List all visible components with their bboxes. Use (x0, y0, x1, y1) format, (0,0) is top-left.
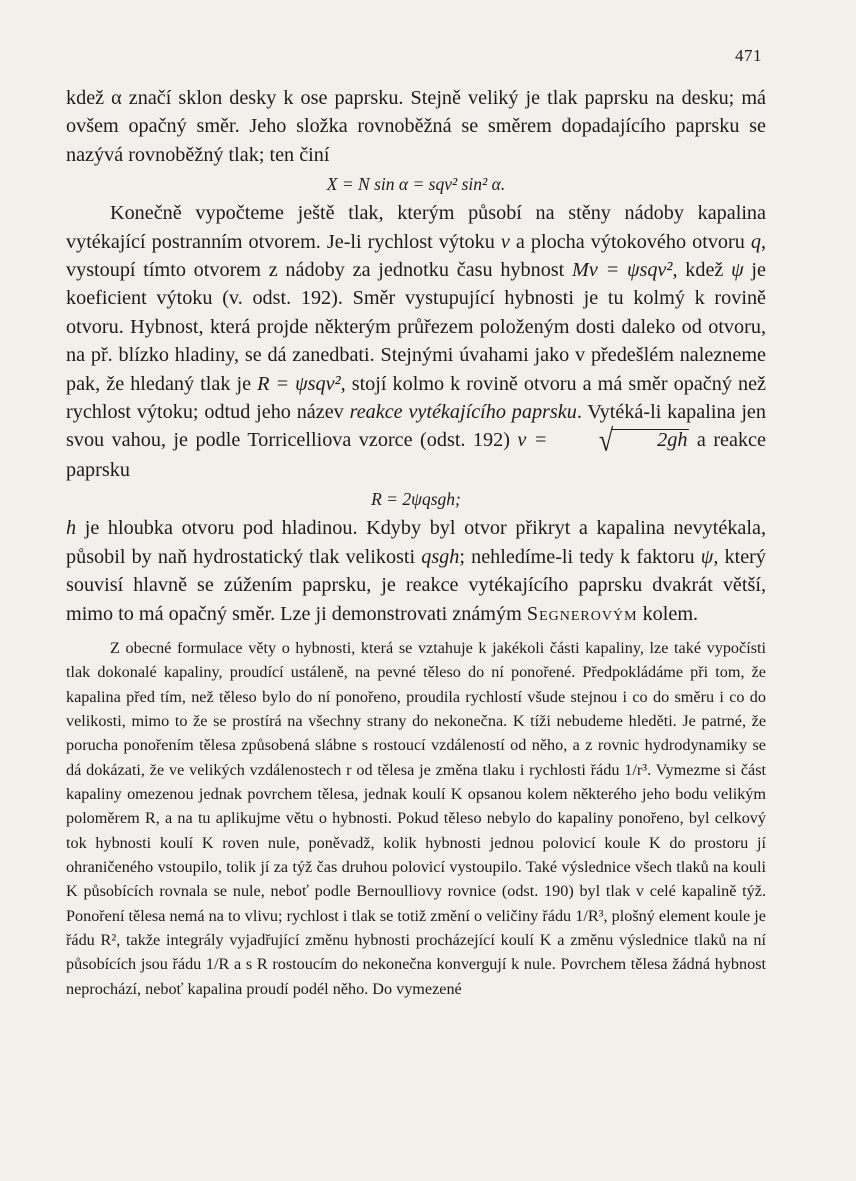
name-segner: Segnerovým (526, 602, 638, 625)
equation-parallel-pressure: X = N sin α = sqv² sin² α. (326, 174, 506, 195)
paragraph-small-print: Z obecné formulace věty o hybnosti, která se vztahuje k jakékoli části kapaliny, lze také vypočísti tlak dokonalé kapaliny, proudící ustáleně, na pevné těleso do ní ponořené. Předpokládáme při tom, že kapalina před tím, než těleso bylo do ní ponořeno, proudila rychlostí všude stejnou i co do směru i co do velikosti, mimo to že se prostírá na všechny strany do nekonečna. K tíži nebudeme hleděti. Je patrné, že porucha ponořením tělesa způsobená slábne s rostoucí vzdáleností od něho, a z rovnic hydrodynamiky se dá dokázati, že ve velikých vzdálenostech r od tělesa je změna tlaku i rychlosti řádu 1/r³. Vymezme si část kapaliny omezenou jednak povrchem tělesa, jednak koulí K opsanou kolem některého jeho bodu velikým poloměrem R, a na tu aplikujme větu o hybnosti. Pokud těleso nebylo do kapaliny ponořeno, byl celkový tok hybnosti koulí K roven nule, poněvadž, kolik hybnosti jednou polovicí koule K do prostoru jí ohraničeného vstoupilo, tolik jí za týž čas druhou polovicí vystoupilo. Také výslednice všech tlaků na kouli K působících rovnala se nule, neboť podle Bernoulliovy rovnice (odst. 190) byl tlak v celé kapalině týž. Ponoření tělesa nemá na to vlivu; rychlost i tlak se totiž změní o veličiny řádu 1/R³, plošný element koule je řádu R², takže integrály vyjadřující změnu hybnosti procházející koulí K a změnu výslednice tlaků na ní působících jsou řádu 1/R a s R rostoucím do nekonečna konvergují k nule. Povrchem tělesa žádná hybnost neprochází, neboť kapalina proudí podél něho. Do vymezené (66, 638, 766, 998)
math-v: v (500, 230, 510, 253)
math-v-eq: v = (517, 429, 555, 452)
paragraph-jet-reaction (66, 199, 766, 484)
term-jet-reaction: reakce vytékajícího paprsku (349, 401, 577, 424)
text-column (66, 84, 766, 1001)
text-span: , který souvisí hlavně se zúžením paprsku, je reakce vytékajícího paprsku dvakrát větší, mimo to má opačný směr. Lze ji demonstrovati známým (66, 545, 766, 625)
text-span: je koeficient výtoku (v. odst. 192). Směr vystupující hybnosti je tu kolmý k rovině otvoru. Hybnost, která projde některým průřezem položeným dosti daleko od otvoru, na př. blízko hladiny, se dá zanedbati. Stejnými úvahami jako v předešlém nalezneme pak, že hledaný tlak je (66, 259, 766, 395)
text-span: je hloubka otvoru pod hladinou. Kdyby byl otvor přikryt a kapalina nevytékala, působil by naň hydrostatický tlak velikosti (66, 517, 766, 568)
math-sqrt-2gh: 2gh (611, 429, 689, 450)
text-span: . Vytéká-li kapalina jen svou vahou, je podle Torricelliova vzorce (odst. 192) (66, 401, 766, 452)
equation-reaction: R = 2ψqsgh; (371, 489, 461, 510)
math-qsgh: qsgh (421, 545, 460, 568)
text-span: ; nehledíme-li tedy k faktoru (459, 545, 701, 568)
text-span: , kdež (672, 259, 732, 282)
text-span: Konečně vypočteme ještě tlak, kterým působí na stěny nádoby kapalina vytékající postranním otvorem. Je-li rychlost výtoku (66, 202, 766, 253)
text-span: a reakce paprsku (66, 429, 766, 481)
math-psi: ψ (731, 259, 744, 282)
math-reaction: R = ψsqv² (257, 372, 341, 395)
text-span: , vystoupí tímto otvorem z nádoby za jednotku času hybnost (66, 230, 767, 282)
text-span: a plocha výtokového otvoru (509, 230, 751, 253)
paragraph-segner (66, 514, 766, 628)
page-number: 471 (735, 46, 762, 65)
text-span: kolem. (637, 602, 699, 625)
math-psi: ψ (700, 545, 714, 568)
sqrt-icon: √ (598, 423, 614, 459)
math-h: h (66, 517, 77, 540)
paragraph-intro: kdež α značí sklon desky k ose paprsku. Stejně veliký je tlak paprsku na desku; má ovšem opačný směr. Jeho složka rovnoběžná se směrem dopadajícího paprsku se nazývá rovnoběžný tlak; ten činí (66, 87, 766, 166)
math-momentum: Mv = ψsqv² (572, 259, 673, 282)
math-q: q (750, 230, 761, 253)
text-span: , stojí kolmo k rovině otvoru a má směr opačný než rychlost výtoku; odtud jeho název (66, 372, 767, 424)
